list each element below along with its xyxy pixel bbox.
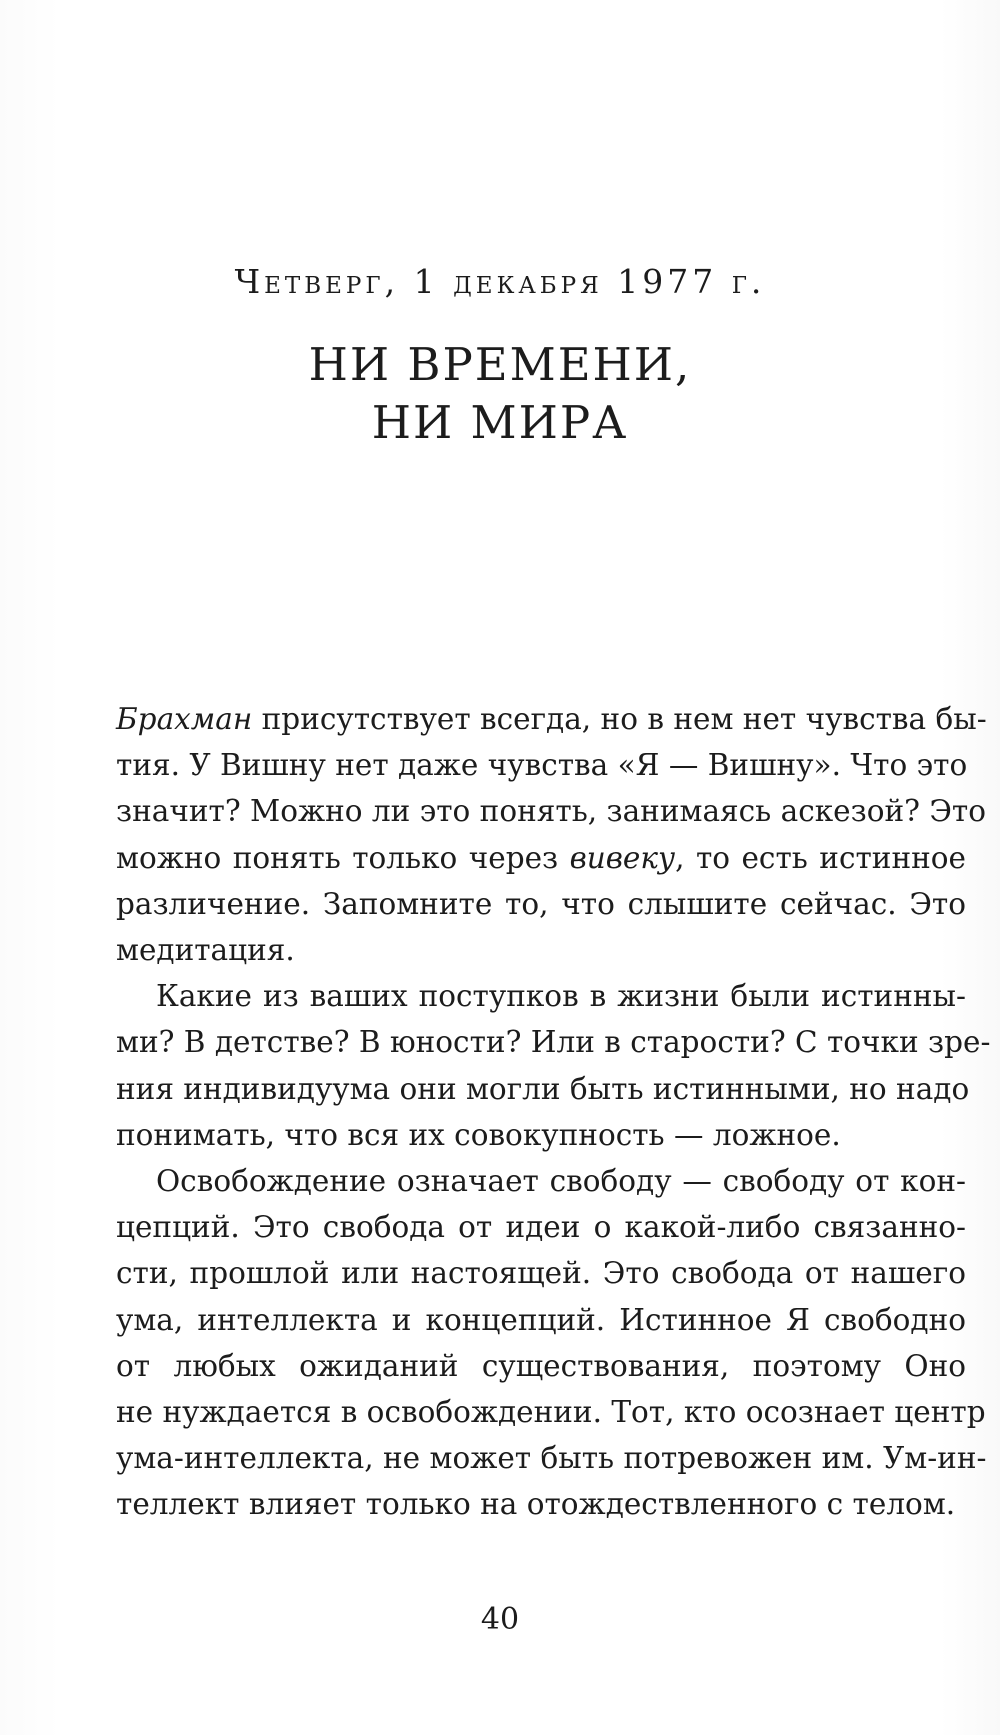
text-line: медитация. (116, 933, 295, 968)
text-line: не нуждается в освобождении. Тот, кто осознает центр (116, 1395, 986, 1430)
text-line: значит? Можно ли это понять, занимаясь аскезой? Это (116, 794, 986, 829)
text-line: от любых ожиданий существования, поэтому Оно (116, 1348, 966, 1383)
date-heading: Четверг, 1 декабря 1977 г. (234, 262, 766, 301)
text-line: теллект влияет только на отождествленного с телом. (116, 1487, 956, 1522)
paragraph-3 (116, 1158, 987, 1528)
text-line: Освобождение означает свободу — свободу от кон- (156, 1164, 966, 1199)
paragraph-1 (116, 696, 987, 973)
text-line: ума, интеллекта и концепций. Истинное Я свободно (116, 1302, 966, 1337)
text-line: ми? В детстве? В юности? Или в старости? С точки зре- (116, 1025, 991, 1060)
page-number: 40 (480, 1602, 520, 1637)
text-line: сти, прошлой или настоящей. Это свобода от нашего (116, 1256, 966, 1291)
paragraph-2 (116, 973, 991, 1158)
text-run: можно понять только через (116, 840, 570, 875)
chapter-title-line-2: НИ МИРА (371, 396, 629, 449)
text-run: присутствует всегда, но в нем нет чувства бы- (252, 702, 987, 736)
text-run: , то есть истинное (675, 840, 966, 875)
text-line: ума-интеллекта, не может быть потревожен им. Ум-ин- (116, 1441, 987, 1476)
text-line: понимать, что вся их совокупность — ложное. (116, 1117, 841, 1152)
italic-term: Брахман (116, 702, 253, 736)
text-line (116, 696, 987, 742)
text-line (116, 835, 966, 881)
text-line: тия. У Вишну нет даже чувства «Я — Вишну». Что это (116, 748, 968, 783)
text-line: цепций. Это свобода от идеи о какой-либо связанно- (116, 1210, 966, 1245)
text-line: Какие из ваших поступков в жизни были истинны- (156, 979, 966, 1014)
chapter-title-line-1: НИ ВРЕМЕНИ, (308, 338, 692, 391)
italic-term: вивеку (569, 840, 676, 875)
chapter-title (0, 336, 1000, 452)
text-line: ния индивидуума они могли быть истинными, но надо (116, 1071, 970, 1106)
text-line: различение. Запомните то, что слышите сейчас. Это (116, 886, 966, 921)
body-text (116, 696, 991, 1528)
